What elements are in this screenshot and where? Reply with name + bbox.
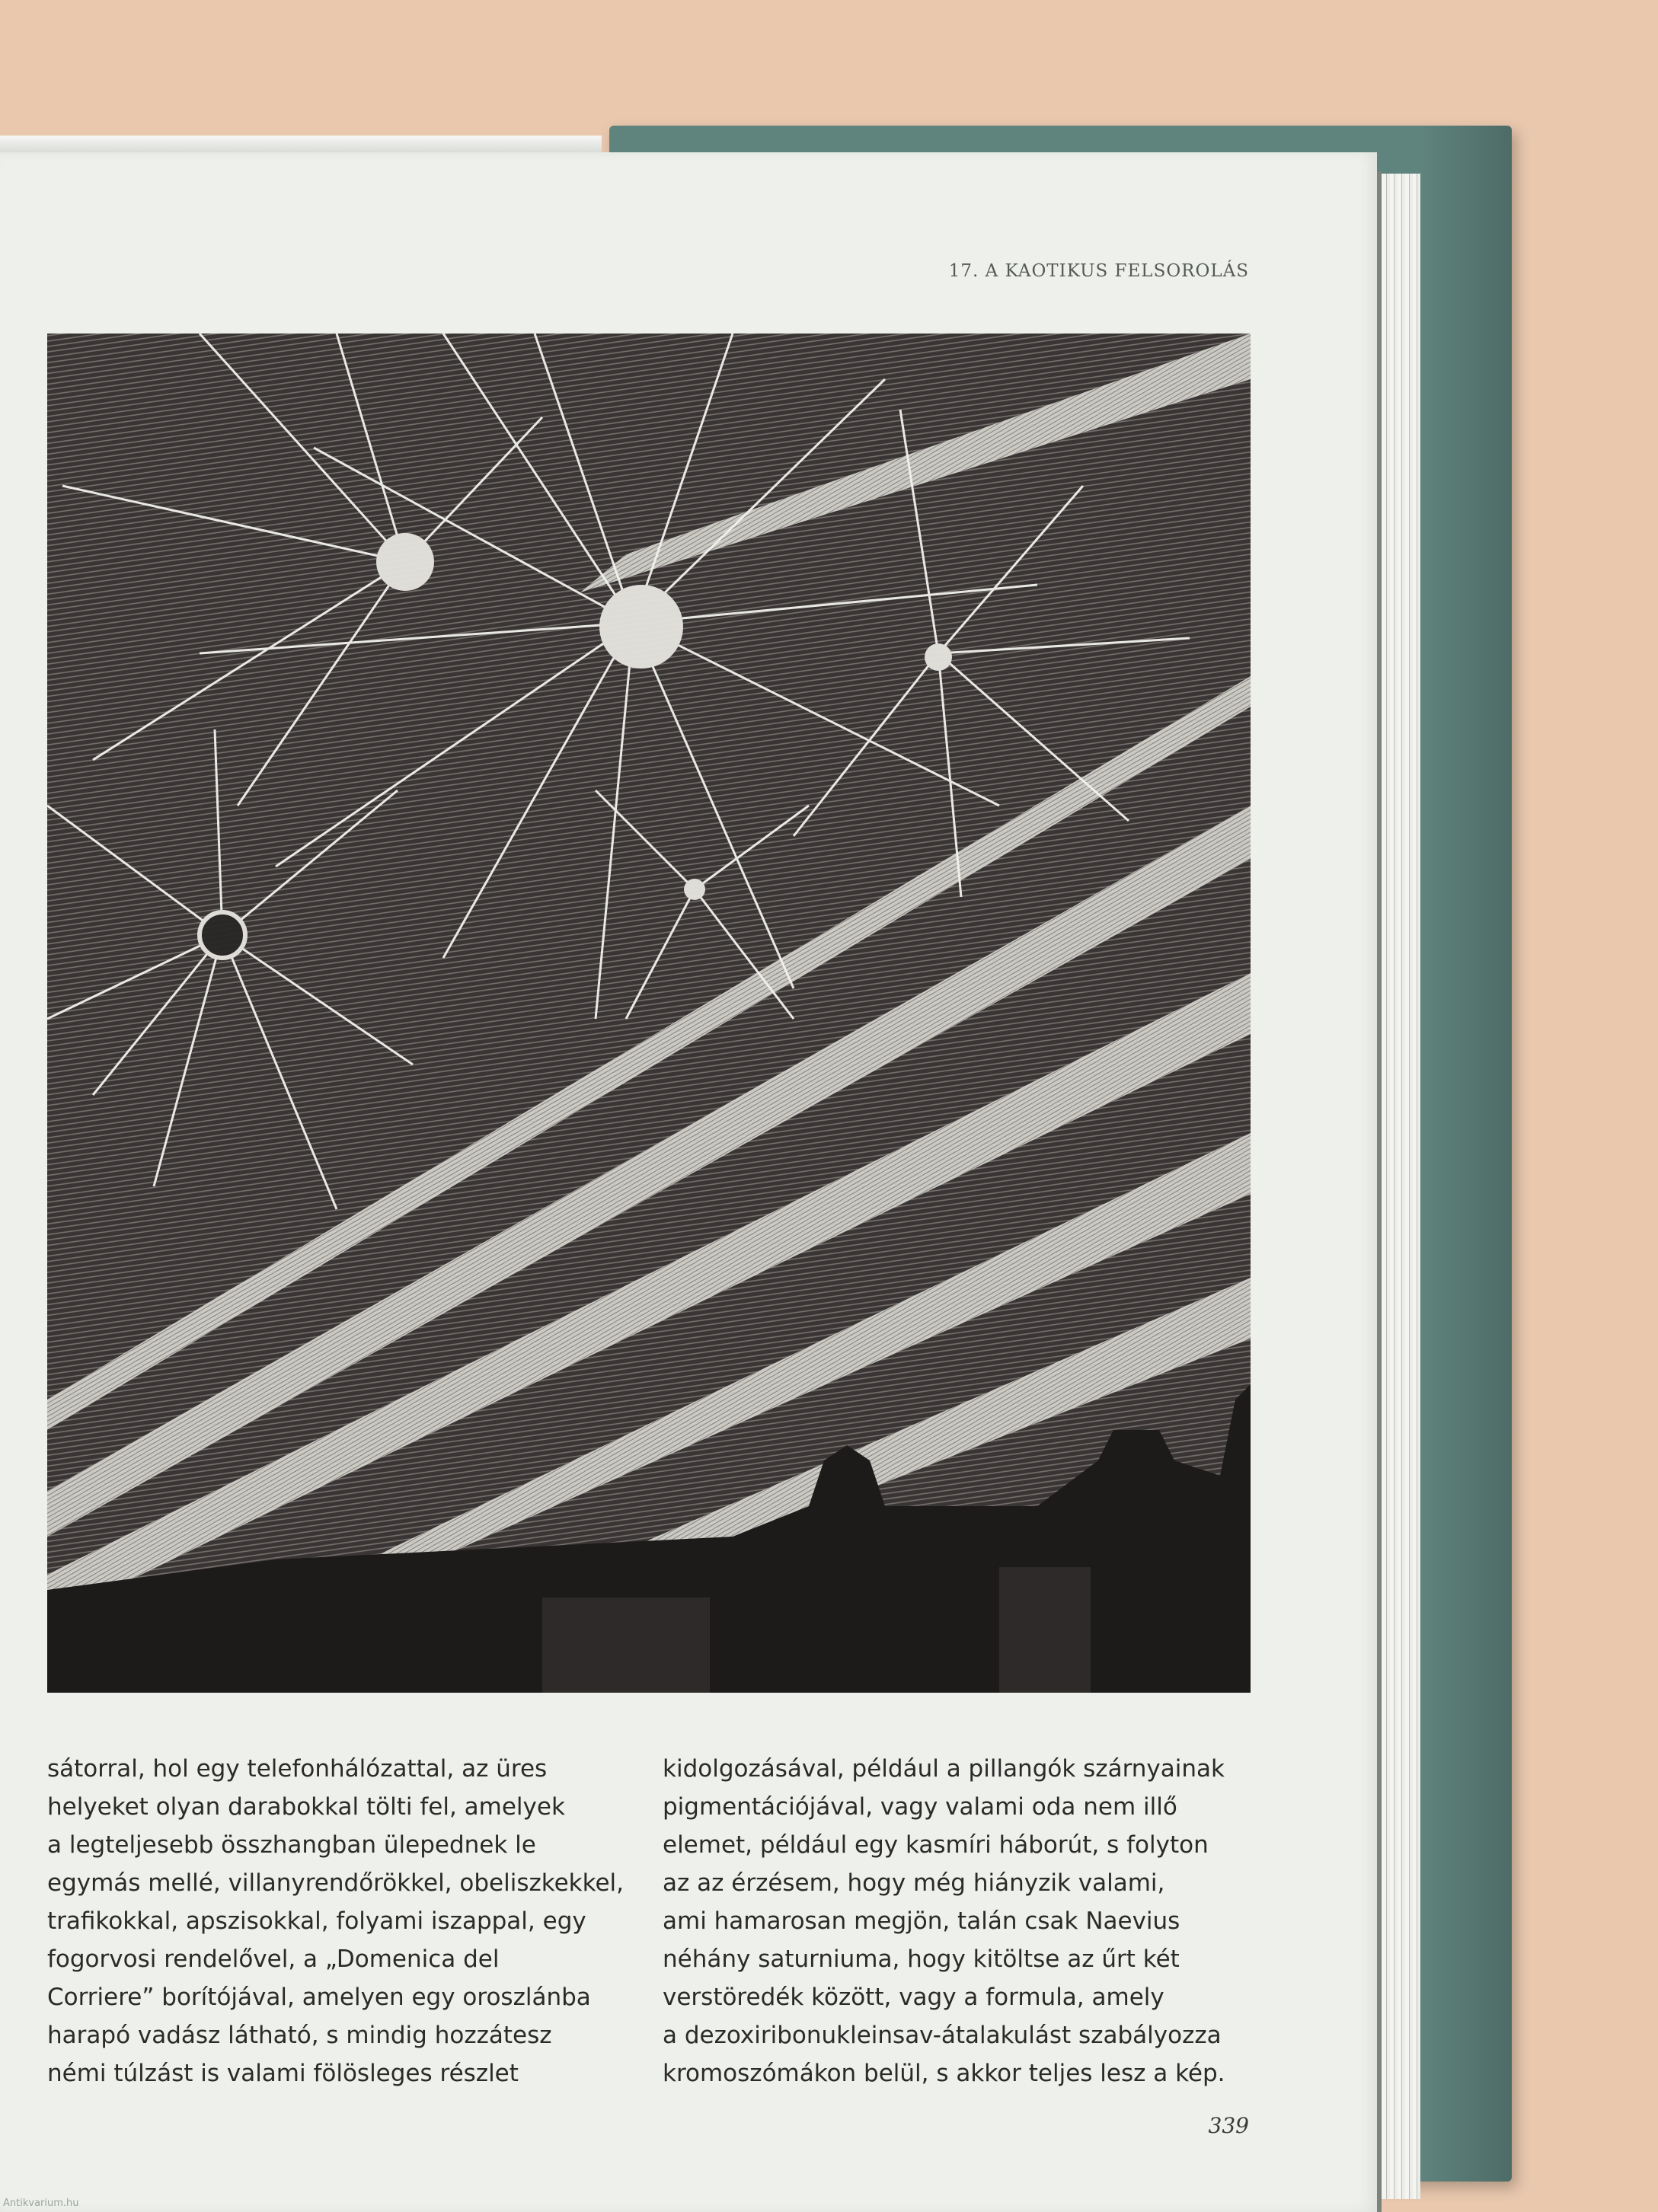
book-page — [0, 152, 1377, 2212]
text-line: sátorral, hol egy telefonhálózattal, az üres — [47, 1755, 548, 1783]
running-head: 17. A KAOTIKUS FELSOROLÁS — [948, 261, 1249, 281]
text-line: trafikokkal, apszisokkal, folyami iszappal, egy — [47, 1907, 586, 1935]
text-line: ami hamarosan megjön, talán csak Naevius — [663, 1907, 1180, 1935]
page-number: 339 — [1208, 2113, 1249, 2138]
text-column-right — [663, 1750, 1272, 2092]
text-line: néhány saturniuma, hogy kitöltse az űrt két — [663, 1945, 1180, 1973]
text-line: harapó vadász látható, s mindig hozzátesz — [47, 2022, 552, 2049]
cover-shade — [1420, 126, 1512, 2182]
engraving-drawing — [47, 334, 1251, 1693]
text-line: pigmentációjával, vagy valami oda nem illő — [663, 1793, 1177, 1821]
watermark: Antikvarium.hu — [3, 2198, 79, 2209]
text-line: verstöredék között, vagy a formula, amely — [663, 1984, 1164, 2011]
text-line: az az érzésem, hogy még hiányzik valami, — [663, 1869, 1165, 1897]
text-line: kromoszómákon belül, s akkor teljes lesz a kép. — [663, 2060, 1225, 2087]
text-column-left — [47, 1750, 656, 2092]
text-line: elemet, például egy kasmíri háborút, s folyton — [663, 1831, 1209, 1859]
left-page-edge — [0, 136, 602, 152]
text-line: egymás mellé, villanyrendőrökkel, obeliszkekkel, — [47, 1869, 625, 1897]
text-line: fogorvosi rendelővel, a „Domenica del — [47, 1945, 500, 1973]
text-line: némi túlzást is valami fölösleges részlet — [47, 2060, 519, 2087]
text-line: Corriere” borítójával, amelyen egy oroszlánba — [47, 1984, 591, 2011]
text-line: helyeket olyan darabokkal tölti fel, amelyek — [47, 1793, 565, 1821]
text-line: a dezoxiribonukleinsav-átalakulást szabályozza — [663, 2022, 1222, 2049]
fireworks-engraving — [47, 334, 1251, 1693]
text-line: kidolgozásával, például a pillangók szárnyainak — [663, 1755, 1225, 1783]
page-fold-line — [1377, 171, 1382, 2212]
text-line: a legteljesebb összhangban ülepednek le — [47, 1831, 536, 1859]
